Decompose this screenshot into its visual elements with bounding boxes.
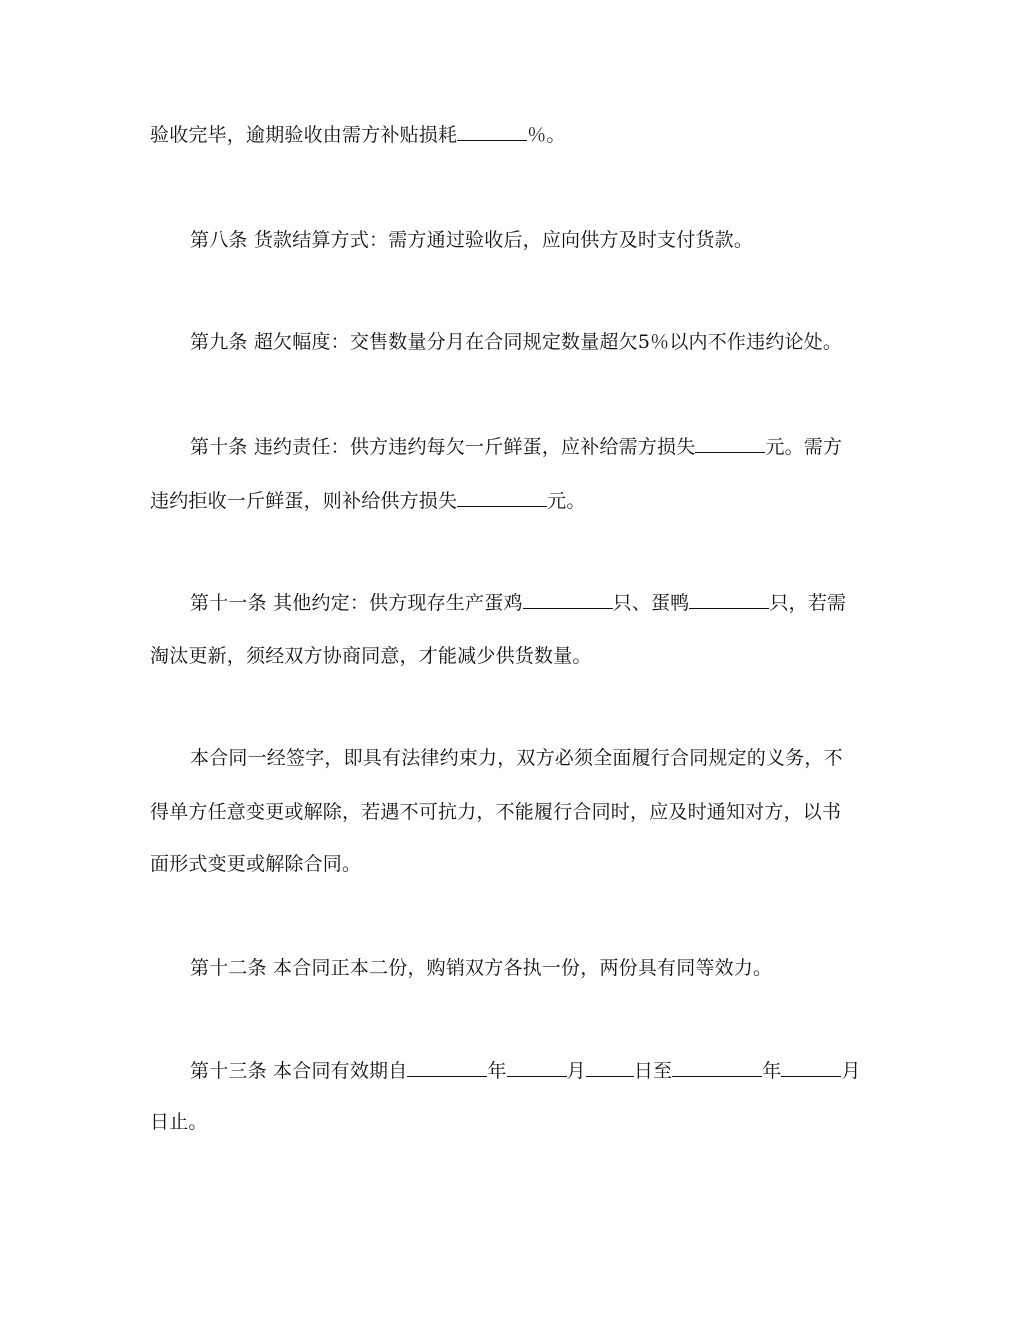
fill-in-blank-end-month bbox=[781, 1058, 841, 1077]
text-segment: 元。需方 bbox=[765, 436, 843, 458]
article-10-liability-line-2 bbox=[150, 488, 880, 513]
fill-in-blank-loss-percent bbox=[457, 122, 527, 141]
text-segment: 只，若需 bbox=[769, 592, 847, 614]
text-segment: 只、蛋鸭 bbox=[612, 592, 690, 614]
fill-in-blank-end-year bbox=[672, 1058, 762, 1077]
fill-in-blank-buyer-penalty bbox=[457, 488, 547, 507]
fill-in-blank-start-month bbox=[507, 1058, 567, 1077]
article-12-copies: 第十二条 本合同正本二份，购销双方各执一份，两份具有同等效力。 bbox=[190, 957, 773, 979]
text-segment: 第十条 违约责任：供方违约每欠一斤鲜蛋，应补给需方损失 bbox=[190, 436, 696, 458]
article-8-payment: 第八条 货款结算方式：需方通过验收后，应向供方及时支付货款。 bbox=[190, 229, 754, 251]
text-segment: 月 bbox=[841, 1060, 861, 1082]
article-10-liability-line-1 bbox=[190, 434, 920, 459]
binding-clause-line-3: 面形式变更或解除合同。 bbox=[150, 853, 362, 875]
article-9-tolerance: 第九条 超欠幅度：交售数量分月在合同规定数量超欠5％以内不作违约论处。 bbox=[190, 331, 843, 353]
text-segment: 元。 bbox=[547, 490, 586, 512]
article-11-other-line-2: 淘汰更新，须经双方协商同意，才能减少供货数量。 bbox=[150, 645, 592, 667]
text-segment: 违约拒收一斤鲜蛋，则补给供方损失 bbox=[150, 490, 458, 512]
text-segment: 月 bbox=[566, 1060, 586, 1082]
text-segment: 年 bbox=[762, 1060, 782, 1082]
fill-in-blank-start-day bbox=[586, 1058, 634, 1077]
text-segment: ％。 bbox=[527, 124, 566, 146]
fill-in-blank-start-year bbox=[407, 1058, 487, 1077]
article-11-other-line-1 bbox=[190, 590, 920, 615]
paragraph-7-continuation bbox=[150, 122, 880, 147]
fill-in-blank-hens bbox=[523, 590, 613, 609]
text-segment: 第十一条 其他约定：供方现存生产蛋鸡 bbox=[190, 592, 523, 614]
binding-clause-line-2: 得单方任意变更或解除，若遇不可抗力，不能履行合同时，应及时通知对方，以书 bbox=[150, 801, 842, 823]
text-segment: 验收完毕，逾期验收由需方补贴损耗 bbox=[150, 124, 458, 146]
text-segment: 第十三条 本合同有效期自 bbox=[190, 1060, 408, 1082]
article-13-validity-line-2: 日止。 bbox=[150, 1111, 208, 1133]
text-segment: 日至 bbox=[633, 1060, 673, 1082]
article-13-validity-line-1 bbox=[190, 1058, 920, 1083]
fill-in-blank-ducks bbox=[689, 590, 769, 609]
binding-clause-line-1: 本合同一经签字，即具有法律约束力，双方必须全面履行合同规定的义务，不 bbox=[190, 747, 843, 769]
text-segment: 年 bbox=[487, 1060, 507, 1082]
fill-in-blank-supplier-penalty bbox=[695, 434, 765, 453]
